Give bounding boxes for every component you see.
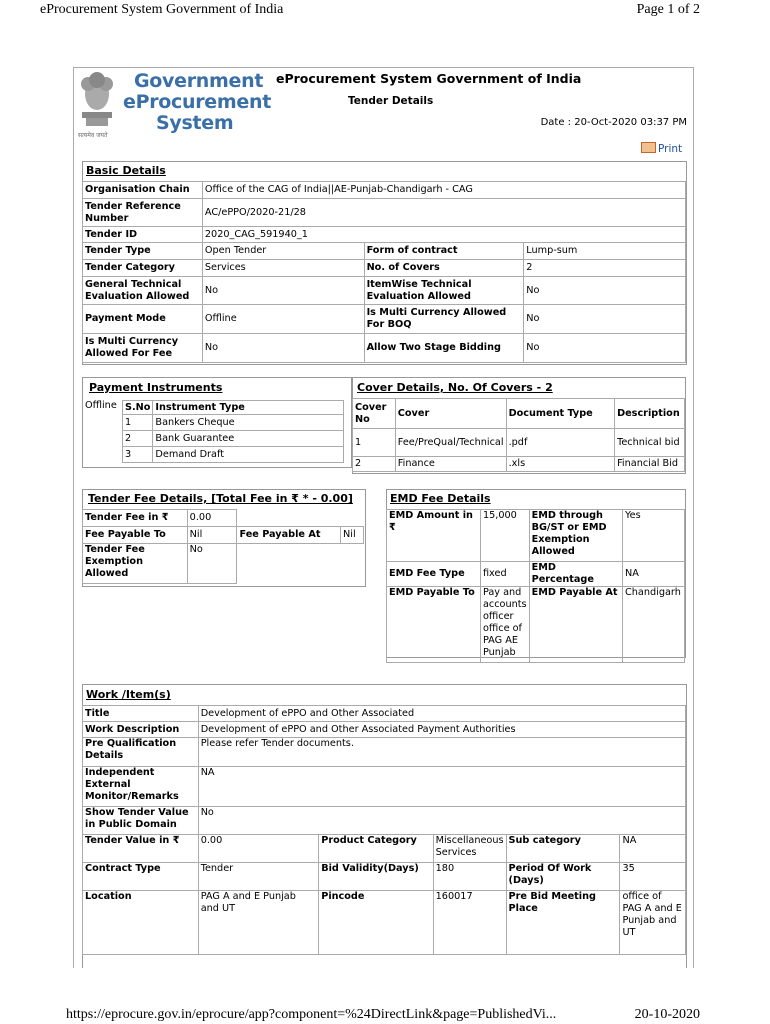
emd-bg-exemption-label: EMD through BG/ST or EMD Exemption Allowed <box>529 510 622 562</box>
national-emblem-icon <box>76 68 118 132</box>
table-row <box>83 305 686 334</box>
tender-reference-label: Tender Reference Number <box>83 199 203 227</box>
table-row <box>83 807 686 835</box>
cover-name: Finance <box>395 457 506 472</box>
table-row <box>83 334 686 363</box>
pre-bid-meeting-place-label: Pre Bid Meeting Place <box>506 891 620 955</box>
table-row <box>83 891 686 955</box>
organisation-chain-value: Office of the CAG of India||AE-Punjab-Chandigarh - CAG <box>202 182 685 199</box>
form-of-contract-value: Lump-sum <box>524 243 686 260</box>
work-title-value: Development of ePPO and Other Associated <box>198 706 685 722</box>
fee-exemption-label: Tender Fee Exemption Allowed <box>83 544 188 584</box>
basic-details-title: Basic Details <box>86 164 166 177</box>
emd-fee-type-value: fixed <box>480 562 529 587</box>
tender-category-label: Tender Category <box>83 260 203 277</box>
pre-qualification-value: Please refer Tender documents. <box>198 738 685 767</box>
instrument-sno: 2 <box>123 431 153 447</box>
column-header: Description <box>615 399 685 429</box>
logo-tagline: सत्यमेव जयते <box>78 132 108 139</box>
cover-document-type: .xls <box>506 457 615 472</box>
tender-fee-table <box>82 509 364 584</box>
page-footer-url[interactable]: https://eprocure.gov.in/eprocure/app?component=%24DirectLink&page=PublishedVi... <box>66 1007 557 1022</box>
instrument-type: Demand Draft <box>153 447 344 463</box>
tender-fee-label: Tender Fee in ₹ <box>83 510 188 527</box>
table-row <box>83 277 686 305</box>
emd-payable-to-label: EMD Payable To <box>387 587 481 663</box>
table-row <box>353 457 685 472</box>
emd-fee-title: EMD Fee Details <box>390 492 491 505</box>
product-category-value: Miscellaneous Services <box>433 835 506 863</box>
show-tender-value-value: No <box>198 807 685 835</box>
itemwise-technical-evaluation-value: No <box>524 277 686 305</box>
basic-details-table <box>82 181 686 363</box>
page-footer-date: 20-10-2020 <box>634 1007 700 1022</box>
column-header: Cover <box>395 399 506 429</box>
table-row <box>123 447 344 463</box>
table-row <box>83 835 686 863</box>
tender-category-value: Services <box>202 260 364 277</box>
emd-payable-at-value: Chandigarh <box>623 587 685 663</box>
payment-instruments-mode: Offline <box>85 400 117 411</box>
cover-name: Fee/PreQual/Technical <box>395 429 506 457</box>
organisation-chain-label: Organisation Chain <box>83 182 203 199</box>
emd-percentage-value: NA <box>623 562 685 587</box>
instrument-sno: 3 <box>123 447 153 463</box>
column-header: Cover No <box>353 399 396 429</box>
contract-type-label: Contract Type <box>83 863 199 891</box>
table-row <box>83 199 686 227</box>
fee-exemption-value: No <box>187 544 237 584</box>
location-value: PAG A and E Punjab and UT <box>198 891 319 955</box>
pre-qualification-label: Pre Qualification Details <box>83 738 199 767</box>
general-technical-evaluation-value: No <box>202 277 364 305</box>
tender-id-value: 2020_CAG_591940_1 <box>202 227 685 243</box>
independent-monitor-label: Independent External Monitor/Remarks <box>83 767 199 807</box>
table-row <box>83 260 686 277</box>
table-row <box>83 243 686 260</box>
table-row <box>123 415 344 431</box>
table-row <box>83 182 686 199</box>
multi-currency-boq-label: Is Multi Currency Allowed For BOQ <box>364 305 524 334</box>
emd-bg-exemption-value: Yes <box>623 510 685 562</box>
print-label: Print <box>658 143 683 155</box>
cover-no: 1 <box>353 429 396 457</box>
cover-no: 2 <box>353 457 396 472</box>
payment-instruments-title: Payment Instruments <box>89 381 223 394</box>
table-row <box>123 401 344 415</box>
table-row <box>123 431 344 447</box>
table-row <box>83 767 686 807</box>
table-row <box>83 544 364 584</box>
general-technical-evaluation-label: General Technical Evaluation Allowed <box>83 277 203 305</box>
instrument-type: Bankers Cheque <box>153 415 344 431</box>
work-description-label: Work Description <box>83 722 199 738</box>
column-header: Document Type <box>506 399 615 429</box>
bid-validity-label: Bid Validity(Days) <box>319 863 433 891</box>
pincode-label: Pincode <box>319 891 433 955</box>
tender-fee-title: Tender Fee Details, [Total Fee in ₹ * - 0.00] <box>88 492 353 505</box>
payment-mode-value: Offline <box>202 305 364 334</box>
multi-currency-boq-value: No <box>524 305 686 334</box>
work-items-table <box>82 705 686 955</box>
pincode-value: 160017 <box>433 891 506 955</box>
period-of-work-value: 35 <box>620 863 686 891</box>
emd-payable-to-value: Pay and accounts officer office of PAG AE Punjab <box>480 587 529 663</box>
show-tender-value-label: Show Tender Value in Public Domain <box>83 807 199 835</box>
emd-fee-table <box>386 509 685 663</box>
logo-text-eprocurement: eProcurement <box>123 91 271 113</box>
cover-document-type: .pdf <box>506 429 615 457</box>
fee-payable-to-label: Fee Payable To <box>83 527 188 544</box>
table-row <box>83 706 686 722</box>
period-of-work-label: Period Of Work (Days) <box>506 863 620 891</box>
multi-currency-fee-label: Is Multi Currency Allowed For Fee <box>83 334 203 363</box>
tender-type-label: Tender Type <box>83 243 203 260</box>
no-of-covers-label: No. of Covers <box>364 260 524 277</box>
printer-icon <box>641 142 656 153</box>
table-row <box>387 510 685 562</box>
page-header-title: eProcurement System Government of India <box>40 2 284 17</box>
tender-reference-value: AC/ePPO/2020-21/28 <box>202 199 685 227</box>
table-row <box>353 429 685 457</box>
tender-id-label: Tender ID <box>83 227 203 243</box>
table-row <box>353 399 685 429</box>
multi-currency-fee-value: No <box>202 334 364 363</box>
contract-type-value: Tender <box>198 863 319 891</box>
cover-details-title: Cover Details, No. Of Covers - 2 <box>357 381 553 394</box>
cover-description: Technical bid <box>615 429 685 457</box>
fee-payable-at-value: Nil <box>341 527 364 544</box>
tender-fee-value: 0.00 <box>187 510 237 527</box>
table-row <box>83 227 686 243</box>
fee-payable-to-value: Nil <box>187 527 237 544</box>
logo-text-government: Government <box>134 70 264 92</box>
print-button[interactable] <box>641 142 682 155</box>
work-title-label: Title <box>83 706 199 722</box>
product-category-label: Product Category <box>319 835 433 863</box>
column-header: Instrument Type <box>153 401 344 415</box>
page-subtitle: Tender Details <box>348 95 434 107</box>
work-items-title: Work /Item(s) <box>86 688 171 701</box>
location-label: Location <box>83 891 199 955</box>
table-row <box>83 510 364 527</box>
tender-value-value: 0.00 <box>198 835 319 863</box>
page-title: eProcurement System Government of India <box>276 71 582 86</box>
column-header: S.No <box>123 401 153 415</box>
sub-category-value: NA <box>620 835 686 863</box>
work-description-value: Development of ePPO and Other Associated Payment Authorities <box>198 722 685 738</box>
table-row <box>83 527 364 544</box>
tender-type-value: Open Tender <box>202 243 364 260</box>
payment-mode-label: Payment Mode <box>83 305 203 334</box>
instrument-type: Bank Guarantee <box>153 431 344 447</box>
two-stage-bidding-value: No <box>524 334 686 363</box>
cover-description: Financial Bid <box>615 457 685 472</box>
cover-details-table <box>352 398 685 472</box>
fee-payable-at-label: Fee Payable At <box>237 527 341 544</box>
table-row <box>387 587 685 663</box>
emd-fee-type-label: EMD Fee Type <box>387 562 481 587</box>
emd-payable-at-label: EMD Payable At <box>529 587 622 663</box>
report-date: Date : 20-Oct-2020 03:37 PM <box>540 117 687 128</box>
tender-value-label: Tender Value in ₹ <box>83 835 199 863</box>
payment-instruments-table <box>122 400 344 463</box>
table-row <box>387 562 685 587</box>
table-row <box>83 722 686 738</box>
emd-amount-label: EMD Amount in ₹ <box>387 510 481 562</box>
logo-text-system: System <box>156 112 234 134</box>
no-of-covers-value: 2 <box>524 260 686 277</box>
independent-monitor-value: NA <box>198 767 685 807</box>
bid-validity-value: 180 <box>433 863 506 891</box>
sub-category-label: Sub category <box>506 835 620 863</box>
gepnic-logo <box>76 68 271 139</box>
emd-percentage-label: EMD Percentage <box>529 562 622 587</box>
emd-amount-value: 15,000 <box>480 510 529 562</box>
pre-bid-meeting-place-value: office of PAG A and E Punjab and UT <box>620 891 686 955</box>
page-number: Page 1 of 2 <box>636 2 700 17</box>
table-row <box>83 863 686 891</box>
instrument-sno: 1 <box>123 415 153 431</box>
table-row <box>83 738 686 767</box>
two-stage-bidding-label: Allow Two Stage Bidding <box>364 334 524 363</box>
itemwise-technical-evaluation-label: ItemWise Technical Evaluation Allowed <box>364 277 524 305</box>
form-of-contract-label: Form of contract <box>364 243 524 260</box>
